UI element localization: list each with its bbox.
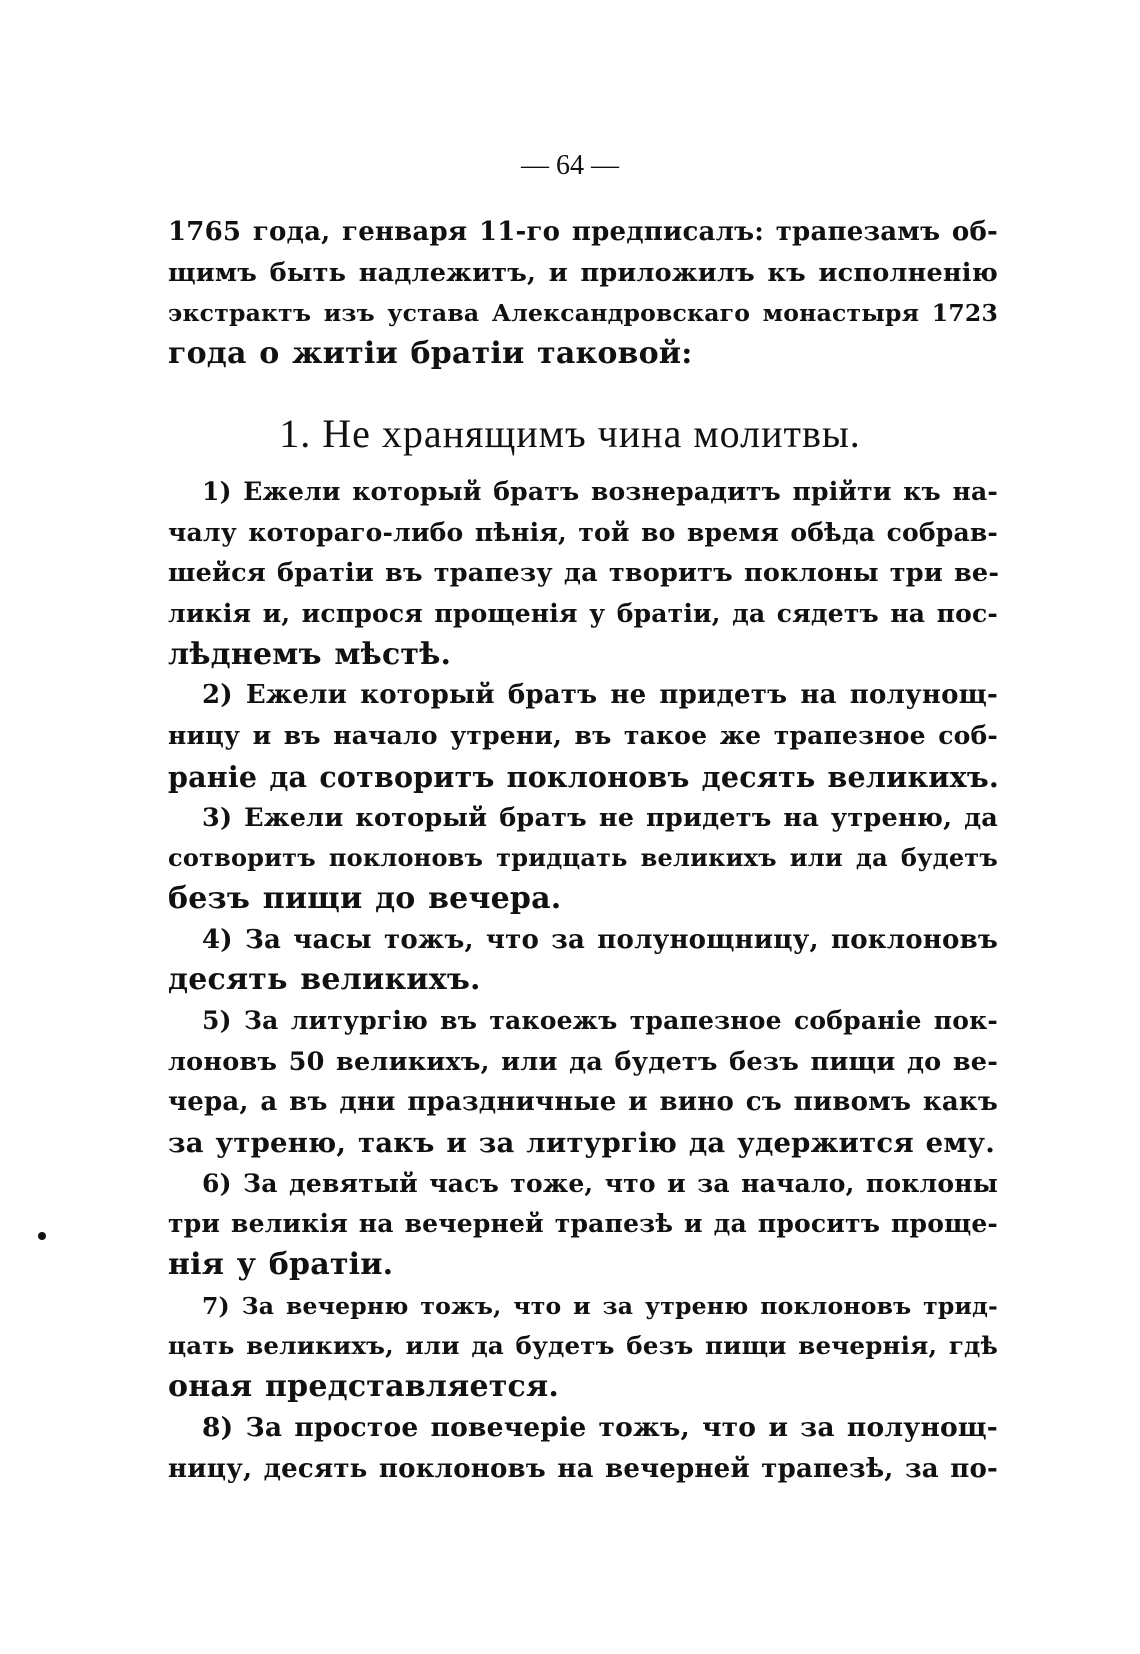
rule-line: безъ пищи до вечера. xyxy=(168,880,562,916)
rule-line: лѣднемъ мѣстѣ. xyxy=(168,636,452,672)
rule-line: оная представляется. xyxy=(168,1369,560,1405)
rule-line: чалу котораго-либо пѣнія, той во время обѣда собрав- xyxy=(168,517,998,547)
rule-line: чера, а въ дни праздничные и вино съ пивомъ какъ xyxy=(168,1087,998,1118)
rules-list xyxy=(168,472,998,1489)
rule-line: 5) За литургію въ такоежъ трапезное собраніе пок- xyxy=(202,1005,998,1035)
intro-paragraph xyxy=(168,212,998,375)
intro-line: щимъ быть надлежитъ, и приложилъ къ исполненію xyxy=(168,257,998,288)
rule-line: лоновъ 50 великихъ, или да будетъ безъ пищи до ве- xyxy=(168,1046,998,1077)
rule-line: ницу и въ начало утрени, въ такое же трапезное соб- xyxy=(168,721,998,751)
intro-line: года о житіи братіи таковой: xyxy=(168,336,693,372)
rule-2 xyxy=(168,675,998,797)
rule-6 xyxy=(168,1164,998,1286)
page-number: — 64 — xyxy=(521,150,619,181)
rule-line: 1) Ежели который братъ вознерадитъ прійти къ на- xyxy=(202,477,998,506)
rule-3 xyxy=(168,798,998,920)
rule-line: сотворитъ поклоновъ тридцать великихъ или да будетъ xyxy=(168,843,998,873)
rule-line: цать великихъ, или да будетъ безъ пищи вечернія, гдѣ xyxy=(168,1331,998,1361)
rule-7 xyxy=(168,1286,998,1408)
rule-line: за утреню, такъ и за литургію да удержится ему. xyxy=(168,1127,995,1159)
rule-line: 2) Ежели который братъ не придетъ на полунощ- xyxy=(202,680,998,711)
intro-line: экстрактъ изъ устава Александровскаго монастыря 1723 xyxy=(168,299,998,328)
rule-1 xyxy=(168,472,998,675)
section-heading: 1. Не хранящимъ чина молитвы. xyxy=(279,411,861,456)
rule-line: 6) За девятый часъ тоже, что и за начало, поклоны xyxy=(202,1168,998,1198)
rule-line: шейся братіи въ трапезу да творитъ поклоны три ве- xyxy=(168,558,1000,589)
rule-5 xyxy=(168,1001,998,1164)
rule-4 xyxy=(168,920,998,1001)
ink-speck xyxy=(38,1232,46,1240)
rule-line: 4) За часы тожъ, что за полунощницу, поклоновъ xyxy=(202,924,998,955)
rule-line: 8) За простое повечеріе тожъ, что и за полунощ- xyxy=(202,1411,998,1443)
rule-line: ницу, десять поклоновъ на вечерней трапезѣ, за по- xyxy=(168,1453,998,1484)
rule-line: раніе да сотворитъ поклоновъ десять великихъ. xyxy=(168,759,999,794)
rule-8 xyxy=(168,1408,998,1489)
rule-line: 7) За вечерню тожъ, что и за утреню поклоновъ трид- xyxy=(202,1291,998,1320)
intro-line: 1765 года, генваря 11-го предписалъ: трапезамъ об- xyxy=(168,217,998,247)
rule-line: нія у братіи. xyxy=(168,1247,394,1283)
rule-line: десять великихъ. xyxy=(168,962,481,998)
rule-line: ликія и, испрося прощенія у братіи, да сядетъ на пос- xyxy=(168,599,998,629)
rule-line: 3) Ежели который братъ не придетъ на утреню, да xyxy=(202,802,998,833)
rule-line: три великія на вечерней трапезѣ и да проситъ проще- xyxy=(168,1209,998,1239)
